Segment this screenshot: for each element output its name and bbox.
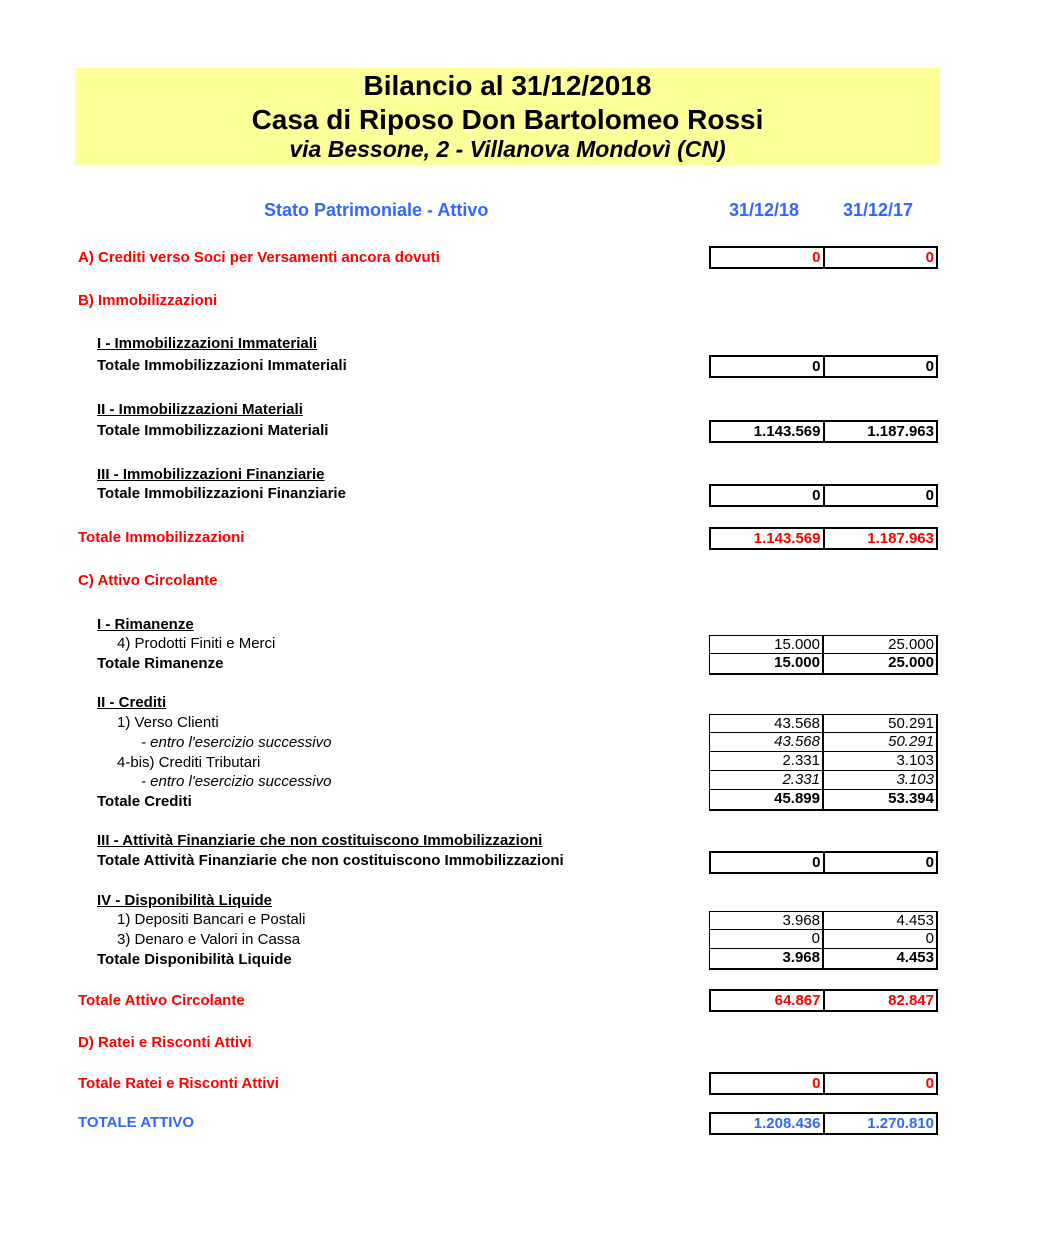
- value-2017: 25.000: [888, 636, 934, 653]
- d-total-values: [709, 1072, 938, 1095]
- b1-total-label: Totale Immobilizzazioni Immateriali: [97, 357, 347, 374]
- value-2017: 50.291: [888, 715, 934, 732]
- c2-item2-values: [709, 752, 938, 771]
- value-2018: 15.000: [710, 654, 824, 673]
- value-2018: 1.143.569: [711, 529, 825, 548]
- a-label: A) Crediti verso Soci per Versamenti ancora dovuti: [78, 249, 440, 266]
- c2-item1-values: [709, 714, 938, 733]
- value-2017: 3.103: [896, 752, 934, 769]
- value-2018: 0: [710, 930, 824, 948]
- value-2017: 1.187.963: [867, 530, 934, 547]
- b1-heading: I - Immobilizzazioni Immateriali: [97, 335, 318, 352]
- b-label: B) Immobilizzazioni: [78, 292, 218, 309]
- c2-item2-sub-values: [709, 771, 938, 790]
- value-2018: 0: [711, 357, 825, 376]
- c4-item2-label: 3) Denaro e Valori in Cassa: [117, 931, 301, 948]
- b2-values: [709, 420, 938, 443]
- d-label: D) Ratei e Risconti Attivi: [78, 1034, 252, 1051]
- c4-item2-values: [709, 930, 938, 949]
- c2-item2-sub-label: - entro l'esercizio successivo: [141, 773, 332, 790]
- c4-total-label: Totale Disponibilità Liquide: [97, 951, 292, 968]
- grand-total-label: TOTALE ATTIVO: [78, 1114, 195, 1131]
- value-2017: 4.453: [896, 949, 934, 966]
- value-2018: 3.968: [710, 949, 824, 968]
- value-2017: 0: [925, 358, 934, 375]
- value-2018: 45.899: [710, 790, 824, 809]
- c2-total-values: [709, 790, 938, 811]
- c1-item-values: [709, 635, 938, 654]
- value-2017: 1.270.810: [867, 1115, 934, 1132]
- value-2018: 1.143.569: [711, 422, 825, 441]
- b2-heading: II - Immobilizzazioni Materiali: [97, 401, 303, 418]
- b3-heading: III - Immobilizzazioni Finanziarie: [97, 466, 325, 483]
- c2-item1-label: 1) Verso Clienti: [117, 714, 219, 731]
- value-2017: 82.847: [888, 992, 934, 1009]
- c4-item1-label: 1) Depositi Bancari e Postali: [117, 911, 306, 928]
- value-2018: 43.568: [710, 733, 824, 751]
- value-2017: 53.394: [888, 790, 934, 807]
- c3-total-label: Totale Attività Finanziarie che non costituiscono Immobilizzazioni: [97, 852, 564, 869]
- value-2018: 43.568: [710, 715, 824, 732]
- value-2018: 0: [711, 853, 825, 872]
- value-2018: 2.331: [710, 752, 824, 770]
- b-total-label: Totale Immobilizzazioni: [78, 529, 245, 546]
- b-total-values: [709, 527, 938, 550]
- c2-item2-label: 4-bis) Crediti Tributari: [117, 754, 261, 771]
- column-header-2018: 31/12/18: [729, 200, 800, 220]
- b2-total-label: Totale Immobilizzazioni Materiali: [97, 422, 329, 439]
- c1-total-label: Totale Rimanenze: [97, 655, 224, 672]
- entity-name: Casa di Riposo Don Bartolomeo Rossi: [251, 104, 764, 135]
- c2-heading: II - Crediti: [97, 694, 167, 711]
- c2-total-label: Totale Crediti: [97, 793, 192, 810]
- value-2017: 1.187.963: [867, 423, 934, 440]
- value-2018: 0: [711, 1074, 825, 1093]
- report-title: Bilancio al 31/12/2018: [363, 70, 652, 101]
- value-2017: 0: [925, 249, 934, 266]
- section-title: Stato Patrimoniale - Attivo: [264, 200, 489, 220]
- value-2017: 0: [925, 930, 934, 947]
- value-2017: 3.103: [896, 771, 934, 788]
- b1-values: [709, 355, 938, 378]
- a-values: [709, 246, 938, 269]
- value-2017: 4.453: [896, 912, 934, 929]
- d-total-label: Totale Ratei e Risconti Attivi: [78, 1075, 279, 1092]
- value-2017: 0: [925, 487, 934, 504]
- value-2018: 15.000: [710, 636, 824, 653]
- c4-total-values: [709, 949, 938, 970]
- b3-total-label: Totale Immobilizzazioni Finanziarie: [97, 485, 346, 502]
- c3-values: [709, 851, 938, 874]
- c1-item-label: 4) Prodotti Finiti e Merci: [117, 635, 276, 652]
- value-2018: 2.331: [710, 771, 824, 789]
- report-header: [75, 68, 940, 165]
- c2-item1-sub-label: - entro l'esercizio successivo: [141, 734, 332, 751]
- value-2018: 0: [711, 248, 825, 267]
- value-2018: 0: [711, 486, 825, 505]
- b3-values: [709, 484, 938, 507]
- c-total-label: Totale Attivo Circolante: [78, 992, 245, 1009]
- value-2018: 3.968: [710, 912, 824, 929]
- value-2017: 0: [925, 854, 934, 871]
- c-total-values: [709, 989, 938, 1012]
- value-2017: 0: [925, 1075, 934, 1092]
- value-2018: 64.867: [711, 991, 825, 1010]
- c4-item1-values: [709, 911, 938, 930]
- value-2017: 50.291: [888, 733, 934, 750]
- c4-heading: IV - Disponibilità Liquide: [97, 892, 272, 909]
- c-label: C) Attivo Circolante: [78, 572, 218, 589]
- value-2018: 1.208.436: [711, 1114, 825, 1133]
- value-2017: 25.000: [888, 654, 934, 671]
- c2-item1-sub-values: [709, 733, 938, 752]
- c1-heading: I - Rimanenze: [97, 616, 194, 633]
- column-header-2017: 31/12/17: [843, 200, 914, 220]
- c1-total-values: [709, 654, 938, 675]
- entity-address: via Bessone, 2 - Villanova Mondovì (CN): [289, 136, 726, 162]
- c3-heading: III - Attività Finanziarie che non costituiscono Immobilizzazioni: [97, 832, 543, 849]
- grand-total-values: [709, 1112, 938, 1135]
